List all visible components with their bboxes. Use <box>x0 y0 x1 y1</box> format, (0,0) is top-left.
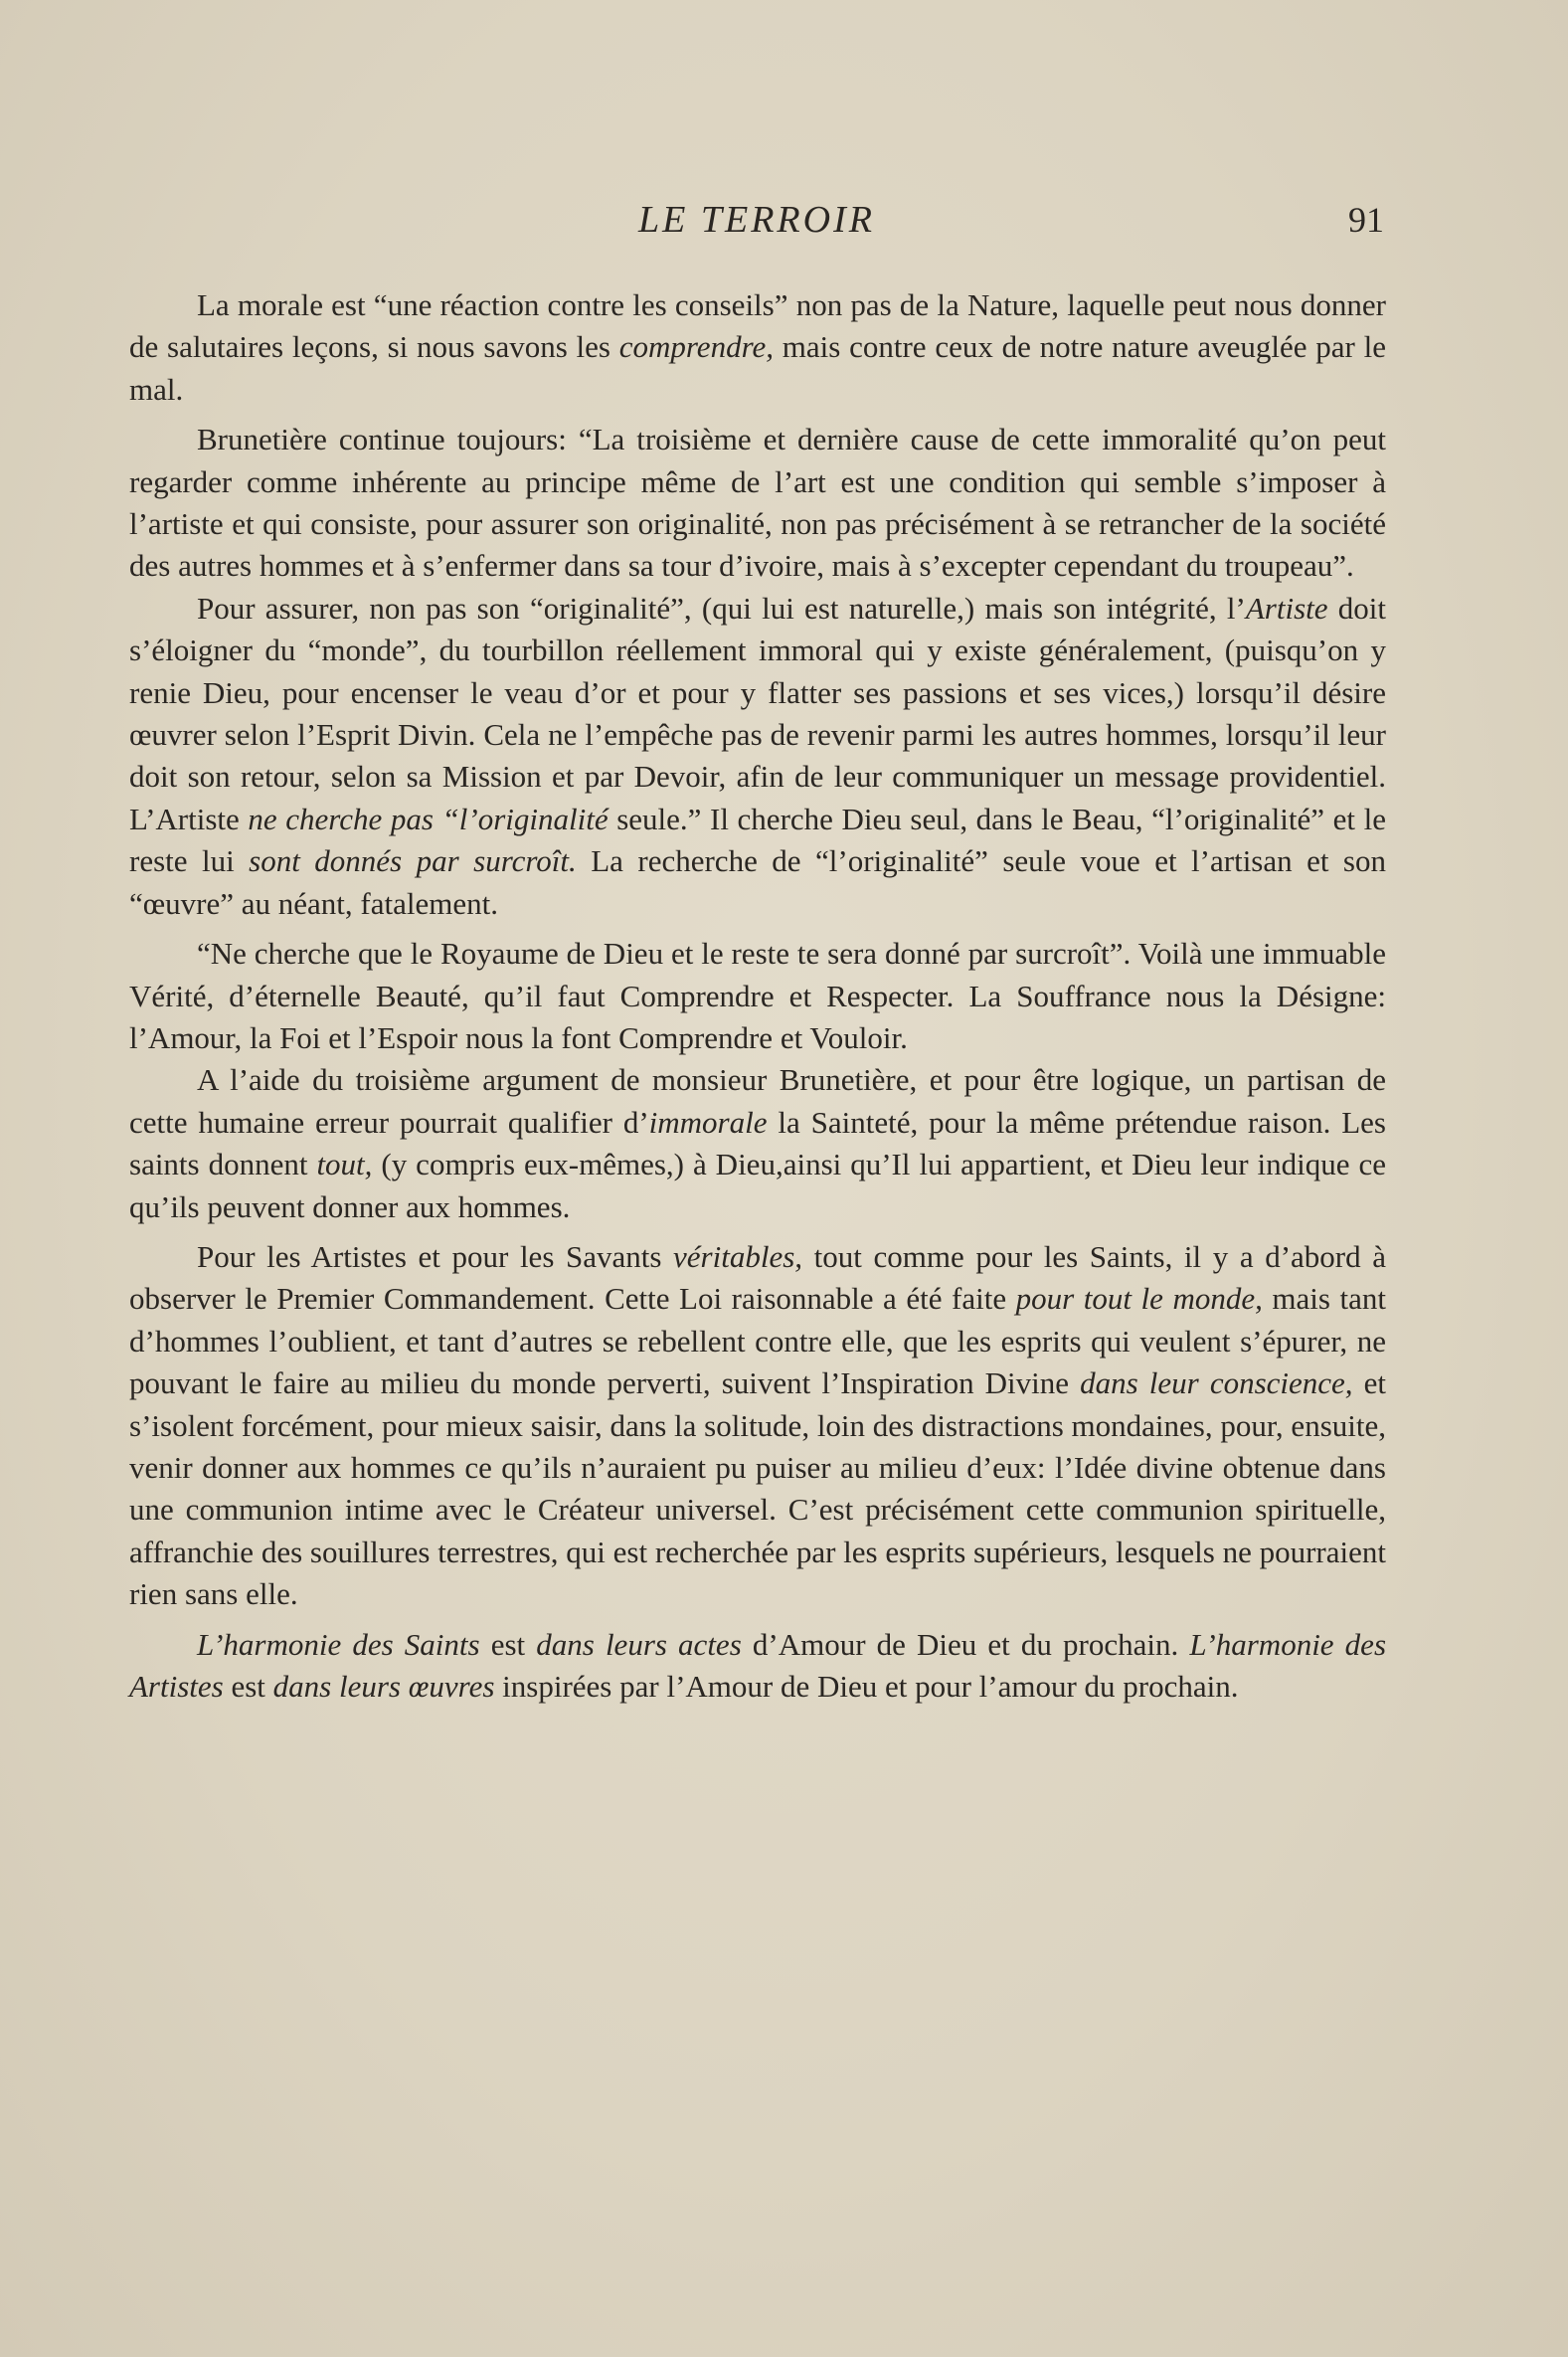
text-run: Pour les Artistes et pour les Savants <box>197 1238 674 1274</box>
text-run: La morale est “une réaction contre les conseils” non pas de la Nature, laquelle peut nous donner de salutaires leçons, si nous savons les <box>129 287 1386 365</box>
text-run: mais contre ceux de notre nature aveuglée par le mal. <box>129 329 1386 407</box>
italic-run: immorale <box>648 1104 768 1140</box>
text-run: La recherche de “l’originalité” seule voue et l’artisan et son “œuvre” au néant, fatalement. <box>129 843 1386 921</box>
paragraph <box>129 588 1386 925</box>
italic-run: tout, <box>316 1147 373 1182</box>
text-run: tout comme pour les Saints, il y a d’abord à observer le Premier Commandement. Cette Loi raisonnable a été faite <box>129 1238 1386 1317</box>
italic-run: dans leurs œuvres <box>272 1669 495 1704</box>
text-run: doit s’éloigner du “monde”, du tourbillon réellement immoral qui y existe généralement, (puisqu’on y renie Dieu, pour encenser le veau d’or et pour y flatter ses passions et ses vices,) lorsqu’il désire œuvrer selon l’Esprit Divin. Cela ne l’empêche pas de revenir parmi les autres hommes, lorsqu’il leur doit son retour, selon sa Mission et par Devoir, afin de leur communiquer un message providentiel. L’Artiste <box>129 590 1386 836</box>
paragraph <box>129 1236 1386 1616</box>
text-run: Brunetière continue toujours: “La troisième et dernière cause de cette immoralité qu’on peut regarder comme inhérente au principe même de l’art est une condition qui semble s’imposer à l’artiste et qui consiste, pour assurer son originalité, non pas précisément à se retrancher de la société des autres hommes et à s’enfermer dans sa tour d’ivoire, mais à s’excepter cependant du troupeau”. <box>129 422 1386 584</box>
paragraph <box>129 933 1386 1059</box>
text-run: (y compris eux-mêmes,) à Dieu,ainsi qu’Il lui appartient, et Dieu leur indique ce qu’ils peuvent donner aux hommes. <box>129 1147 1386 1224</box>
running-head <box>129 195 1384 245</box>
text-run: est <box>479 1626 537 1662</box>
italic-run: dans leur conscience, <box>1080 1365 1353 1401</box>
text-run: inspirées par l’Amour de Dieu et pour l’amour du prochain. <box>494 1669 1239 1704</box>
italic-run: sont donnés par surcroît. <box>249 843 577 879</box>
text-run: A l’aide du troisième argument de monsieur Brunetière, et pour être logique, un partisan de cette humaine erreur pourrait qualifier d’ <box>129 1062 1386 1140</box>
text-run: la Sainteté, pour la même prétendue raison. Les saints donnent <box>129 1104 1387 1182</box>
text-run: “Ne cherche que le Royaume de Dieu et le reste te sera donné par surcroît”. Voilà une immuable Vérité, d’éternelle Beauté, qu’il faut Comprendre et Respecter. La Souffrance nous la Désigne: l’Amour, la Foi et l’Espoir nous la font Comprendre et Vouloir. <box>129 936 1386 1055</box>
text-run: est <box>223 1669 273 1704</box>
paragraph <box>129 419 1386 588</box>
paragraph <box>129 284 1386 411</box>
text-run: et s’isolent forcément, pour mieux saisir, dans la solitude, loin des distractions mondaines, pour, ensuite, venir donner aux hommes ce qu’ils n’auraient pu puiser au milieu d’eux: l’Idée divine obtenue dans une communion intime avec le Créateur universel. C’est précisément cette communion spirituelle, affranchie des souillures terrestres, qui est recherchée par les esprits supérieurs, lesquels ne pourraient rien sans elle. <box>129 1365 1387 1612</box>
italic-run: Artiste <box>1245 590 1328 626</box>
italic-run: comprendre, <box>618 329 774 365</box>
text-run: seule.” Il cherche Dieu seul, dans le Beau, “l’originalité” et le reste lui <box>129 801 1386 879</box>
text-run: mais tant d’hommes l’oublient, et tant d’autres se rebellent contre elle, que les esprits qui veulent s’épurer, ne pouvant le faire au milieu du monde perverti, suivent l’Inspiration Divine <box>129 1281 1386 1401</box>
paragraph <box>129 1624 1386 1709</box>
page-number: 91 <box>1348 200 1384 240</box>
paragraph <box>129 1059 1386 1228</box>
text-run: d’Amour de Dieu et du prochain. <box>741 1626 1190 1662</box>
italic-run: dans leurs actes <box>536 1626 742 1662</box>
italic-run: pour tout le monde, <box>1015 1281 1263 1317</box>
italic-run: véritables, <box>673 1238 803 1274</box>
italic-run: L’harmonie des Artistes <box>129 1626 1387 1704</box>
body-text <box>129 284 1386 1716</box>
italic-run: L’harmonie des Saints <box>197 1626 480 1662</box>
italic-run: ne cherche pas “l’originalité <box>248 801 609 836</box>
running-title: LE TERROIR <box>638 199 875 241</box>
text-run: Pour assurer, non pas son “originalité”, (qui lui est naturelle,) mais son intégrité, l’ <box>197 590 1246 626</box>
